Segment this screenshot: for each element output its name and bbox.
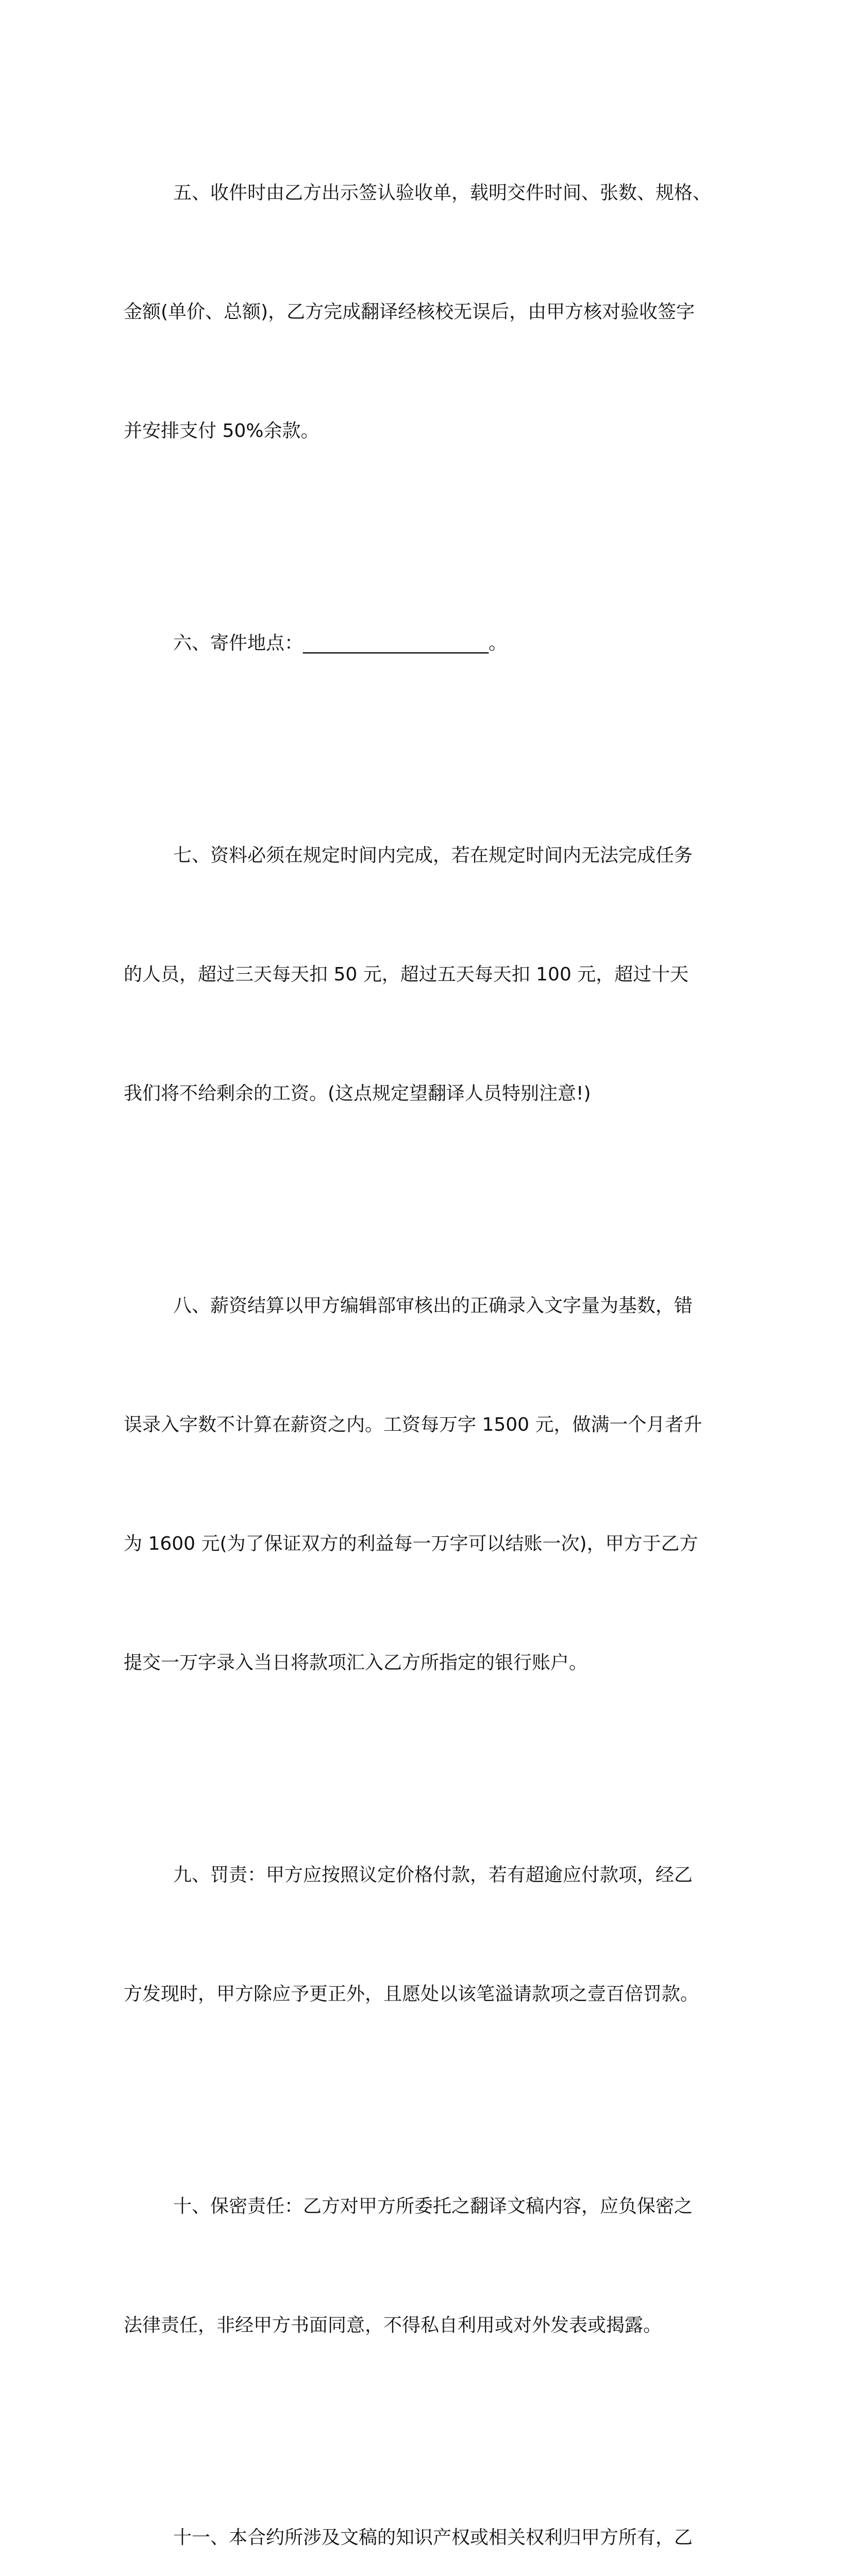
clause-5-line-2: 金额(单价、总额)，乙方完成翻译经核校无误后，由甲方核对验收签字 (124, 301, 695, 323)
clause-11-line-1: 十一、本合约所涉及文稿的知识产权或相关权利归甲方所有，乙 (173, 2527, 693, 2548)
clause-8-line-4: 提交一万字录入当日将款项汇入乙方所指定的银行账户。 (124, 1652, 588, 1673)
clause-5-line-3: 并安排支付 50%余款。 (124, 420, 319, 442)
clause-10-line-2: 法律责任，非经甲方书面同意，不得私自利用或对外发表或揭露。 (124, 2315, 662, 2336)
clause-7 (124, 756, 727, 1193)
clause-8-line-1: 八、薪资结算以甲方编辑部审核出的正确录入文字量为基数，错 (173, 1295, 693, 1316)
clause-6 (124, 544, 727, 742)
clause-10 (124, 2107, 727, 2425)
clause-8-line-3: 为 1600 元(为了保证双方的利益每一万字可以结账一次)，甲方于乙方 (124, 1533, 698, 1554)
clause-10-line-1: 十、保密责任：乙方对甲方所委托之翻译文稿内容，应负保密之 (173, 2196, 693, 2217)
clause-5 (124, 94, 727, 530)
clause-7-line-2: 的人员，超过三天每天扣 50 元，超过五天每天扣 100 元，超过十天 (124, 964, 689, 985)
clause-7-line-1: 七、资料必须在规定时间内完成，若在规定时间内无法完成任务 (173, 845, 693, 866)
clause-11 (124, 2438, 727, 2576)
document-body (124, 94, 727, 2576)
clause-5-line-1: 五、收件时由乙方出示签认验收单，载明交件时间、张数、规格、 (173, 182, 712, 204)
clause-8-line-2: 误录入字数不计算在薪资之内。工资每万字 1500 元，做满一个月者升 (124, 1414, 702, 1435)
clause-9-line-2: 方发现时，甲方除应予更正外，且愿处以该笔溢请款项之壹百倍罚款。 (124, 1984, 699, 2005)
clause-6-line-1: 六、寄件地点：____________________。 (173, 633, 508, 654)
clause-9 (124, 1776, 727, 2093)
clause-8 (124, 1207, 727, 1762)
clause-9-line-1: 九、罚责：甲方应按照议定价格付款，若有超逾应付款项，经乙 (173, 1865, 693, 1886)
clause-7-line-3: 我们将不给剩余的工资。(这点规定望翻译人员特别注意!) (124, 1083, 591, 1104)
